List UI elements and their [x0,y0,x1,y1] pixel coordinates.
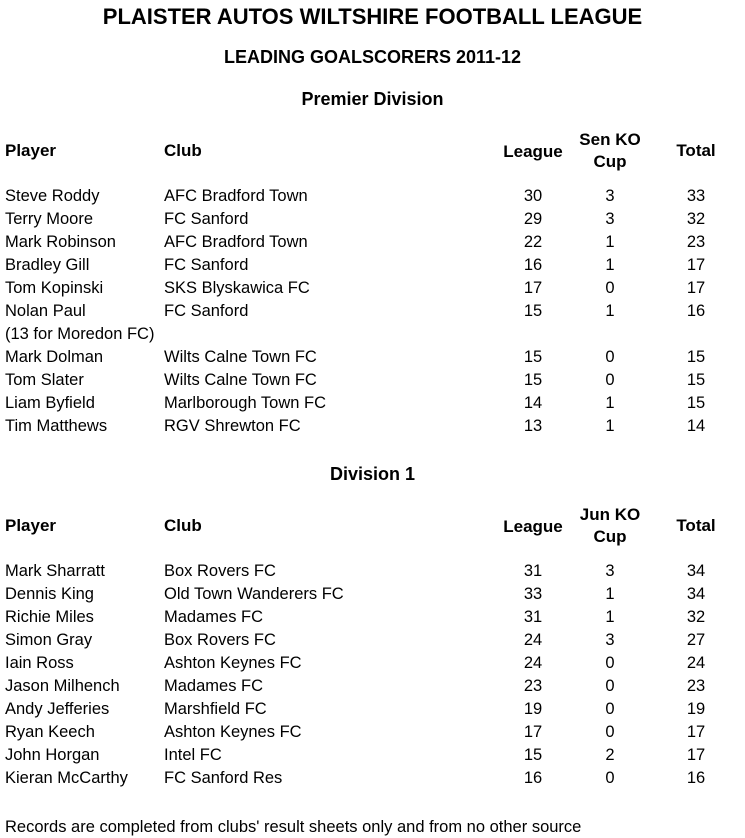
section-heading-division1: Division 1 [329,464,416,484]
cell-club: FC Sanford [164,302,249,320]
cell-club: Madames FC [164,608,264,626]
cell-cup: 1 [605,302,615,320]
page-subtitle: LEADING GOALSCORERS 2011-12 [223,47,522,67]
cell-club: SKS Blyskawica FC [164,279,310,297]
cell-club: Marlborough Town FC [164,394,327,412]
cell-club: Box Rovers FC [164,562,276,580]
col-total: Total [676,516,716,535]
table-row [0,769,745,792]
cell-league: 15 [523,746,543,764]
cell-cup: 0 [605,723,615,741]
footer-note: Records are completed from clubs' result sheets only and from no other source [5,818,582,836]
cell-cup: 1 [605,394,615,412]
table-row [0,256,745,279]
table-row [0,233,745,256]
cell-club: AFC Bradford Town [164,233,308,251]
cell-player: John Horgan [5,746,100,764]
cell-cup: 0 [605,677,615,695]
section-heading-premier: Premier Division [301,89,444,109]
cell-player: Simon Gray [5,631,93,649]
cell-league: 22 [523,233,543,251]
cell-league: 16 [523,256,543,274]
cell-player: Jason Milhench [5,677,120,695]
cell-club: Box Rovers FC [164,631,276,649]
cell-league: 31 [523,608,543,626]
table-row [0,700,745,723]
cell-league: 17 [523,723,543,741]
table-row [0,677,745,700]
cell-cup: 1 [605,233,615,251]
cell-total: 27 [686,631,706,649]
col-club: Club [164,516,202,535]
cell-cup: 1 [605,608,615,626]
cell-player: Tom Kopinski [5,279,104,297]
cell-total: 32 [686,210,706,228]
cell-cup: 3 [605,562,615,580]
cell-cup: 3 [605,631,615,649]
cell-player: Dennis King [5,585,94,603]
cell-total: 15 [686,371,706,389]
col-cup-line2: Cup [593,152,627,171]
cell-club: Intel FC [164,746,222,764]
cell-club: Wilts Calne Town FC [164,371,317,389]
cell-player: Steve Roddy [5,187,100,205]
cell-player: Liam Byfield [5,394,95,412]
cell-league: 30 [523,187,543,205]
table-row [0,417,745,440]
cell-total: 17 [686,723,706,741]
col-total: Total [676,141,716,160]
cell-cup: 0 [605,654,615,672]
cell-league: 15 [523,371,543,389]
cell-total: 15 [686,348,706,366]
cell-cup: 0 [605,769,615,787]
table-row [0,746,745,769]
cell-league: 24 [523,631,543,649]
cell-total: 17 [686,279,706,297]
table-row [0,631,745,654]
cell-league: 16 [523,769,543,787]
cell-cup: 1 [605,585,615,603]
cell-total: 34 [686,585,706,603]
cell-total: 24 [686,654,706,672]
cell-total: 14 [686,417,706,435]
col-player: Player [5,141,57,160]
table-row [0,325,745,348]
cell-league: 31 [523,562,543,580]
cell-cup: 0 [605,700,615,718]
cell-league: 23 [523,677,543,695]
cell-player: Bradley Gill [5,256,90,274]
cell-total: 23 [686,233,706,251]
cell-club: Marshfield FC [164,700,267,718]
cell-cup: 0 [605,279,615,297]
cell-club: FC Sanford [164,210,249,228]
cell-total: 34 [686,562,706,580]
col-player: Player [5,516,57,535]
col-cup-line1: Jun KO [579,505,641,524]
col-league: League [503,142,563,161]
cell-club: Wilts Calne Town FC [164,348,317,366]
cell-player: Iain Ross [5,654,74,672]
cell-club: AFC Bradford Town [164,187,308,205]
page-title: PLAISTER AUTOS WILTSHIRE FOOTBALL LEAGUE [102,4,643,29]
cell-cup: 1 [605,417,615,435]
table-row [0,302,745,325]
cell-total: 16 [686,769,706,787]
cell-cup: 3 [605,187,615,205]
table-row [0,210,745,233]
cell-total: 33 [686,187,706,205]
cell-cup: 0 [605,371,615,389]
cell-total: 32 [686,608,706,626]
cell-total: 17 [686,746,706,764]
cell-player: Andy Jefferies [5,700,110,718]
col-club: Club [164,141,202,160]
cell-player: Nolan Paul [5,302,86,320]
cell-total: 17 [686,256,706,274]
col-league: League [503,517,563,536]
table-row [0,279,745,302]
cell-club: RGV Shrewton FC [164,417,301,435]
cell-player: Mark Robinson [5,233,116,251]
cell-club: Madames FC [164,677,264,695]
col-cup [566,504,654,548]
table-row [0,723,745,746]
cell-cup: 1 [605,256,615,274]
cell-player: (13 for Moredon FC) [5,325,155,343]
cell-player: Kieran McCarthy [5,769,128,787]
table-row [0,371,745,394]
cell-cup: 0 [605,348,615,366]
table-row [0,585,745,608]
cell-league: 15 [523,348,543,366]
cell-player: Mark Dolman [5,348,104,366]
cell-player: Richie Miles [5,608,94,626]
cell-club: FC Sanford [164,256,249,274]
cell-league: 15 [523,302,543,320]
cell-league: 14 [523,394,543,412]
cell-club: Ashton Keynes FC [164,723,302,741]
cell-club: Old Town Wanderers FC [164,585,344,603]
cell-club: FC Sanford Res [164,769,283,787]
table-row [0,562,745,585]
cell-total: 15 [686,394,706,412]
cell-cup: 2 [605,746,615,764]
cell-league: 29 [523,210,543,228]
cell-player: Tim Matthews [5,417,108,435]
table-row [0,348,745,371]
table-row [0,608,745,631]
cell-league: 17 [523,279,543,297]
table-row [0,654,745,677]
cell-league: 13 [523,417,543,435]
cell-player: Tom Slater [5,371,84,389]
col-cup-line2: Cup [593,527,627,546]
cell-cup: 3 [605,210,615,228]
table-row [0,394,745,417]
cell-club: Ashton Keynes FC [164,654,302,672]
table-row [0,187,745,210]
cell-total: 23 [686,677,706,695]
cell-player: Terry Moore [5,210,94,228]
cell-league: 33 [523,585,543,603]
cell-total: 19 [686,700,706,718]
cell-total: 16 [686,302,706,320]
cell-player: Ryan Keech [5,723,95,741]
cell-league: 19 [523,700,543,718]
col-cup-line1: Sen KO [579,130,641,149]
cell-player: Mark Sharratt [5,562,105,580]
col-cup [566,129,654,173]
cell-league: 24 [523,654,543,672]
